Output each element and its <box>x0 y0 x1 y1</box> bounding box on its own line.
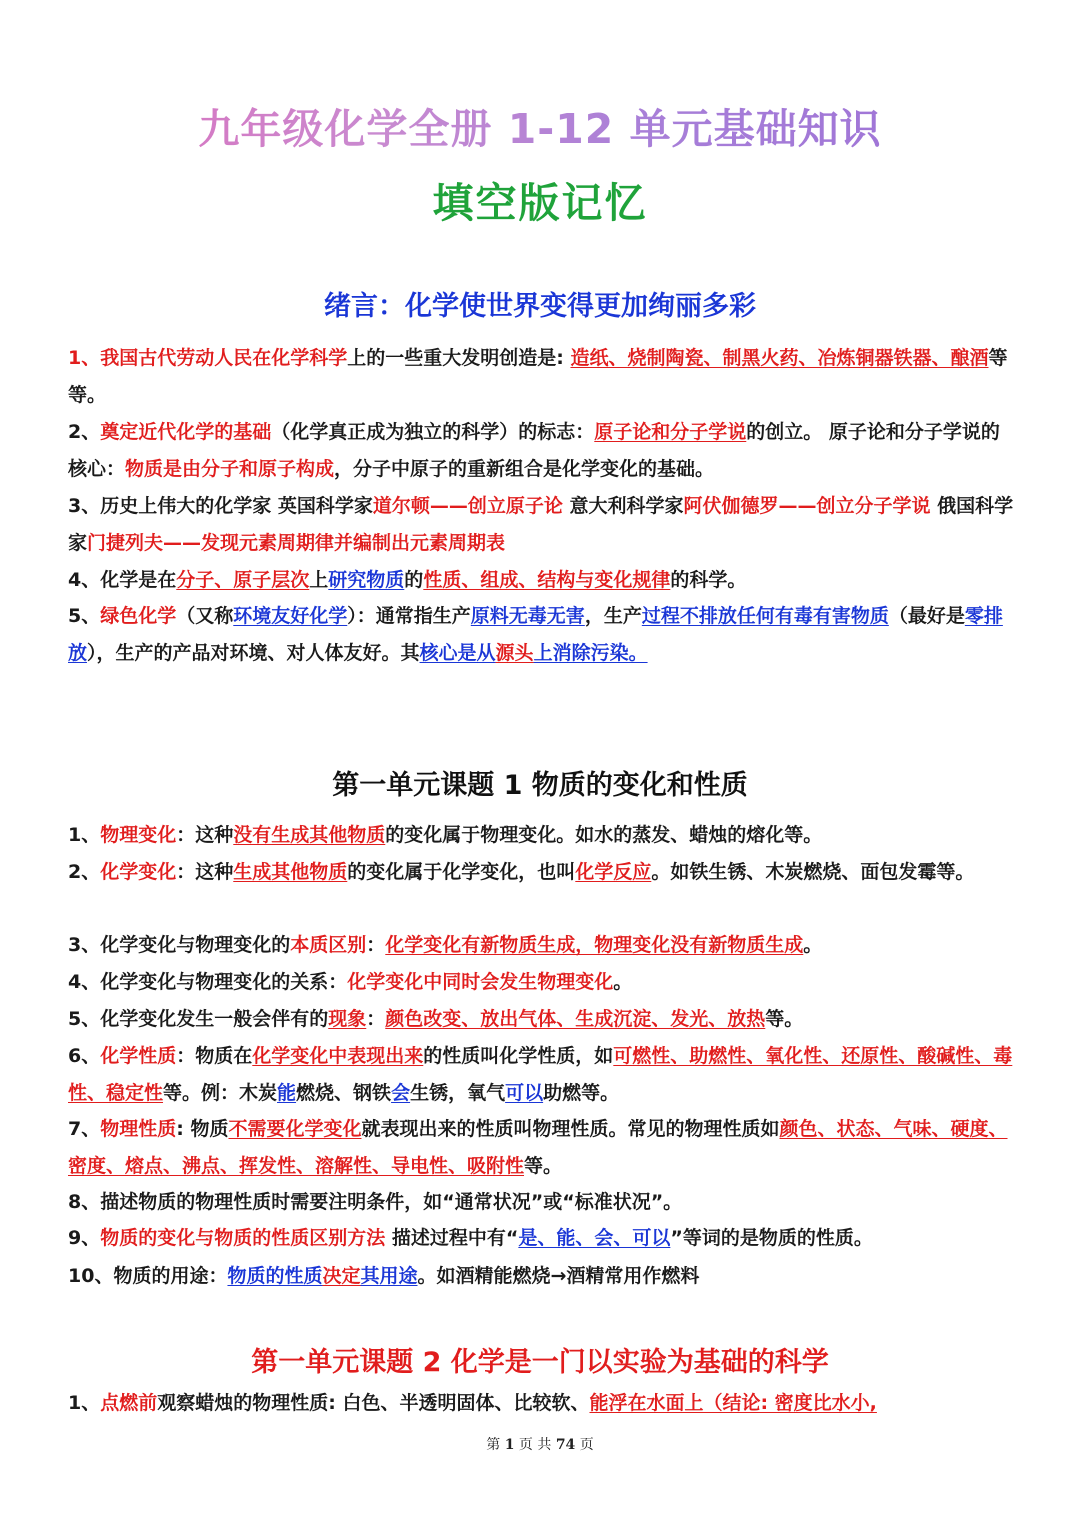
list-item <box>68 854 1014 891</box>
item-text-segment: 化学科学 <box>271 347 348 369</box>
item-text-segment: 物理性质 <box>100 1118 177 1140</box>
item-text-segment: 环境友好化学 <box>233 605 348 627</box>
document-subtitle: 填空版记忆 <box>432 179 648 227</box>
item-text-segment: 化学变化中同时会发生物理变化 <box>347 971 614 993</box>
item-text-segment: ：物质在 <box>176 1045 253 1067</box>
page-total: 74 <box>555 1437 576 1453</box>
item-text-segment: 物质的用途： <box>113 1265 228 1287</box>
item-text-segment: 物质的性质 <box>227 1265 323 1287</box>
section-heading-unit1-lesson1: 第一单元课题 1 物质的变化和性质 <box>332 770 748 801</box>
item-number: 8、 <box>68 1191 101 1213</box>
item-text-segment: 。 <box>613 971 633 993</box>
item-text-segment: 上的一些重大发明创造是: <box>347 347 571 369</box>
item-text-segment: 可燃性、助燃性、氧化性、还原性、酸碱性、毒性、稳定性 <box>68 1045 1013 1104</box>
list-item <box>68 1038 1014 1112</box>
item-text-segment: 点燃前 <box>100 1392 158 1414</box>
item-number: 2、 <box>68 861 101 883</box>
item-text-segment: 决定 <box>322 1265 361 1287</box>
item-text-segment: 核心是从 <box>419 642 496 664</box>
item-text-segment: 我国古代劳动人民在 <box>100 347 272 369</box>
item-text-segment: 就表现出来的性质叫物理性质。常见的物理性质如 <box>361 1118 780 1140</box>
item-text-segment: ： <box>366 934 386 956</box>
list-item <box>68 562 1014 599</box>
item-text-segment: 零排放 <box>68 605 1003 664</box>
item-text-segment: 的变化属于物理变化。如水的蒸发、蜡烛的熔化等。 <box>385 824 823 846</box>
item-text-segment: 等。例：木炭 <box>163 1082 278 1104</box>
item-text-segment: ）：通常指生产 <box>347 605 471 627</box>
item-text-segment: 研究物质 <box>328 569 405 591</box>
item-text-segment: （又称 <box>176 605 234 627</box>
footer-suffix: 页 <box>575 1437 594 1453</box>
item-text-segment: 原料无毒无害 <box>470 605 585 627</box>
item-number: 9、 <box>68 1227 101 1249</box>
item-number: 7、 <box>68 1118 101 1140</box>
item-number: 5、 <box>68 1008 101 1030</box>
item-text-segment: 可以 <box>505 1082 544 1104</box>
item-text-segment: 。如铁生锈、木炭燃烧、面包发霉等。 <box>651 861 975 883</box>
item-text-segment: 物质是由分子和原子构成 <box>125 458 335 480</box>
item-text-segment: 观察蜡烛的物理性质: 白色、半透明固体、比较软、 <box>157 1392 590 1414</box>
item-text-segment: 会 <box>391 1082 411 1104</box>
item-text-segment: 是、能、会、可以 <box>518 1227 671 1249</box>
item-number: 1、 <box>68 1392 101 1414</box>
item-number: 6、 <box>68 1045 101 1067</box>
item-text-segment: （化学真正成为独立的科学）的标志： <box>271 421 595 443</box>
item-text-segment: 阿伏伽德罗——创立分子学说 <box>683 495 931 517</box>
list-item <box>68 1001 1014 1038</box>
item-number: 3、 <box>68 495 101 517</box>
document-title: 九年级化学全册 1-12 单元基础知识 <box>0 96 1080 155</box>
item-text-segment: 。 <box>803 934 823 956</box>
item-text-segment: ： <box>366 1008 386 1030</box>
item-text-segment: ，生产 <box>584 605 642 627</box>
list-item <box>68 1385 1014 1422</box>
item-text-segment: ），生产的产品对环境、对人体友好。其 <box>87 642 420 664</box>
item-text-segment: 的创立。 原子论和分子学说的核心： <box>68 421 1000 480</box>
footer-mid: 页 共 <box>514 1437 556 1453</box>
footer-prefix: 第 <box>486 1437 505 1453</box>
item-text-segment: 门捷列夫——发现元素周期律并编制出元素周期表 <box>87 532 506 554</box>
item-text-segment: ：这种 <box>176 861 234 883</box>
item-text-segment: ，分子中原子的重新组合是化学变化的基础。 <box>334 458 715 480</box>
item-text-segment: 燃烧、钢铁 <box>296 1082 392 1104</box>
item-text-segment: 原子论和分子学说 <box>594 421 747 443</box>
item-text-segment: 生锈，氧气 <box>410 1082 506 1104</box>
item-text-segment: 绿色化学 <box>100 605 177 627</box>
item-text-segment: 其用途 <box>360 1265 418 1287</box>
section-heading-intro: 绪言：化学使世界变得更加绚丽多彩 <box>324 291 756 322</box>
item-text-segment: 化学性质 <box>100 1045 177 1067</box>
item-number: 1、 <box>68 824 101 846</box>
item-number: 3、 <box>68 934 101 956</box>
list-item <box>68 1220 1014 1257</box>
item-text-segment: 化学反应 <box>575 861 652 883</box>
item-text-segment: 造纸、烧制陶瓷、制黑火药、冶炼铜器铁器、酿酒 <box>570 347 989 369</box>
item-text-segment: 现象 <box>328 1008 367 1030</box>
item-text-segment: 的科学。 <box>670 569 747 591</box>
item-text-segment: 化学变化中表现出来 <box>252 1045 424 1067</box>
item-text-segment: （最好是 <box>888 605 965 627</box>
item-text-segment: 道尔顿——创立原子论 <box>372 495 563 517</box>
item-number: 10、 <box>68 1265 114 1287</box>
item-number: 5、 <box>68 605 101 627</box>
page-footer <box>0 1434 1080 1454</box>
item-text-segment: 意大利科学家 <box>562 495 684 517</box>
item-text-segment: 描述物质的物理性质时需要注明条件，如“通常状况”或“标准状况”。 <box>100 1191 683 1213</box>
item-text-segment: 物质的变化与物质的性质区别方法 <box>100 1227 386 1249</box>
item-text-segment: 。如酒精能燃烧→酒精常用作燃料 <box>417 1265 700 1287</box>
item-text-segment: 化学变化有新物质生成，物理变化没有新物质生成 <box>385 934 804 956</box>
item-text-segment: 化学是在 <box>100 569 177 591</box>
section-heading-unit1-lesson2: 第一单元课题 2 化学是一门以实验为基础的科学 <box>251 1347 829 1378</box>
item-text-segment: 能浮在水面上（结论: 密度比水小, <box>589 1392 877 1414</box>
list-item <box>68 414 1014 488</box>
item-text-segment: 上 <box>309 569 329 591</box>
item-text-segment: 性质、组成、结构与变化规律 <box>423 569 671 591</box>
list-item <box>68 1184 1014 1221</box>
list-item <box>68 598 1014 672</box>
item-text-segment: ：这种 <box>176 824 234 846</box>
list-item <box>68 488 1014 562</box>
item-text-segment: 颜色、状态、气味、硬度、密度、熔点、沸点、挥发性、溶解性、导电性、吸附性 <box>68 1118 1008 1177</box>
item-text-segment: 源头 <box>495 642 534 664</box>
item-text-segment: 俄国科学家 <box>68 495 1014 554</box>
item-text-segment: 过程不排放任何有毒有害物质 <box>641 605 889 627</box>
item-text-segment: 颜色改变、放出气体、生成沉淀、发光、放热 <box>385 1008 766 1030</box>
item-text-segment: 化学变化与物理变化的关系： <box>100 971 348 993</box>
item-text-segment: 化学变化 <box>100 861 177 883</box>
item-text-segment: 的变化属于化学变化，也叫 <box>347 861 576 883</box>
list-item <box>68 1111 1014 1185</box>
item-text-segment: 物理变化 <box>100 824 177 846</box>
item-text-segment: 上消除污染。 <box>533 642 648 664</box>
list-item <box>68 817 1014 854</box>
item-text-segment: : 物质 <box>176 1118 229 1140</box>
item-text-segment: 本质区别 <box>290 934 367 956</box>
item-text-segment: 分子、原子层次 <box>176 569 310 591</box>
page-number: 1 <box>504 1437 515 1453</box>
item-text-segment: 的性质叫化学性质，如 <box>423 1045 614 1067</box>
list-item <box>68 1258 1014 1295</box>
item-text-segment: 助燃等。 <box>543 1082 620 1104</box>
item-text-segment: 能 <box>277 1082 297 1104</box>
item-text-segment: 等。 <box>765 1008 804 1030</box>
item-text-segment: 化学变化发生一般会伴有的 <box>100 1008 329 1030</box>
item-number: 1、 <box>68 347 101 369</box>
item-text-segment: 生成其他物质 <box>233 861 348 883</box>
item-text-segment: 奠定近代化学的基础 <box>100 421 272 443</box>
item-text-segment: 没有生成其他物质 <box>233 824 386 846</box>
list-item <box>68 927 1014 964</box>
item-text-segment: 历史上伟大的化学家 英国科学家 <box>100 495 373 517</box>
item-text-segment: 描述过程中有“ <box>385 1227 519 1249</box>
item-number: 4、 <box>68 569 101 591</box>
list-item <box>68 964 1014 1001</box>
item-text-segment: 等。 <box>524 1155 563 1177</box>
item-text-segment: 等等。 <box>68 347 1008 406</box>
item-text-segment: ”等词的是物质的性质。 <box>670 1227 873 1249</box>
item-text-segment: 化学变化与物理变化的 <box>100 934 291 956</box>
item-text-segment: 不需要化学变化 <box>228 1118 362 1140</box>
item-number: 2、 <box>68 421 101 443</box>
item-text-segment: 的 <box>404 569 424 591</box>
item-number: 4、 <box>68 971 101 993</box>
list-item <box>68 340 1014 414</box>
